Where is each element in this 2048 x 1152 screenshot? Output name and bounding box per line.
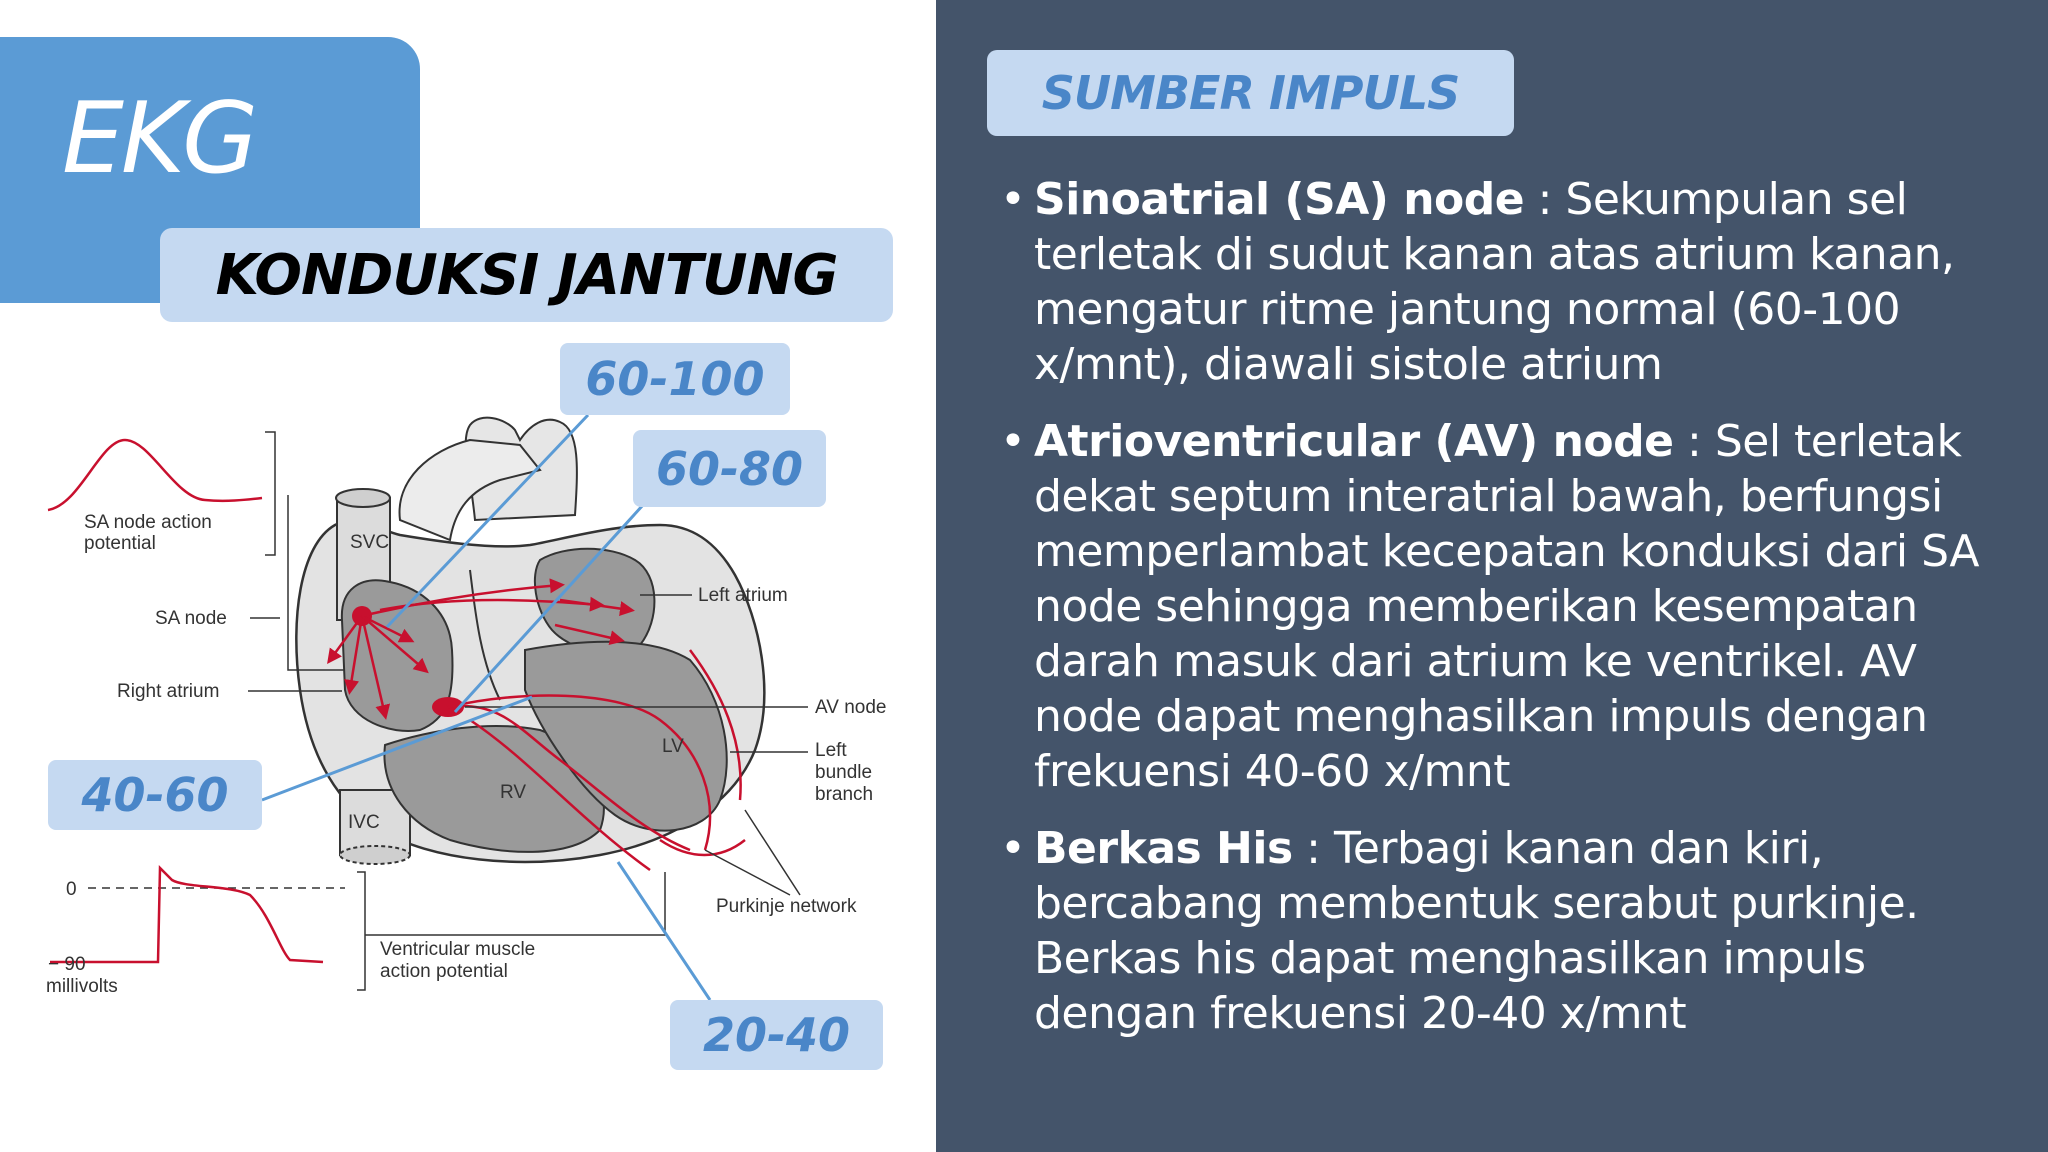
rate-box-atrial: 60-80 <box>633 430 826 507</box>
bullet-text: : Sel terletak dekat septum interatrial bawah, berfungsi memperlambat kecepatan konduksi dari SA node sehingga memberikan kesempatan darah masuk dari atrium ke ventrikel. AV node dapat menghasilkan impuls dengan frekuensi 40-60 x/mnt <box>1034 416 1979 797</box>
rate-box-sa-node: 60-100 <box>560 343 790 415</box>
bullet-dot-icon: • <box>1000 823 1026 874</box>
label-zero-mv: 0 <box>66 879 77 900</box>
label-left-bundle-1: Left <box>815 740 847 761</box>
sa-action-potential-curve <box>48 440 262 510</box>
label-right-atrium: Right atrium <box>117 681 220 702</box>
label-av-node: AV node <box>815 697 887 718</box>
label-svc: SVC <box>350 532 390 553</box>
label-lv: LV <box>662 736 684 757</box>
bullet-term: Berkas His <box>1034 823 1293 874</box>
rate-box-purkinje: 20-40 <box>670 1000 883 1070</box>
label-millivolts: millivolts <box>46 976 118 997</box>
label-minus-90: − 90 <box>48 954 86 975</box>
heart-conduction-diagram <box>0 0 936 1152</box>
label-ventricular-ap-2: action potential <box>380 961 508 982</box>
label-ventricular-ap-1: Ventricular muscle <box>380 939 536 960</box>
ventricular-action-potential-curve <box>50 868 323 962</box>
label-left-bundle-3: branch <box>815 784 874 805</box>
label-purkinje-network: Purkinje network <box>716 896 857 917</box>
section-title: SUMBER IMPULS <box>1041 66 1460 120</box>
label-left-bundle-2: bundle <box>815 762 873 783</box>
svc-opening <box>336 489 390 507</box>
label-sa-action-potential-1: SA node action <box>84 512 212 533</box>
bullet-text: : Sekumpulan sel terletak di sudut kanan atas atrium kanan, mengatur ritme jantung normal (60-100 x/mnt), diawali sistole atrium <box>1034 174 1955 390</box>
subtitle-text: KONDUKSI JANTUNG <box>215 242 838 308</box>
bullet-dot-icon: • <box>1000 174 1026 225</box>
rate-box-av-node: 40-60 <box>48 760 262 830</box>
bullet-term: Atrioventricular (AV) node <box>1034 416 1674 467</box>
bullet-text: : Terbagi kanan dan kiri, bercabang membentuk serabut purkinje. Berkas his dapat menghasilkan impuls dengan frekuensi 20-40 x/mnt <box>1034 823 1919 1039</box>
bullet-dot-icon: • <box>1000 416 1026 467</box>
section-banner <box>987 50 1514 136</box>
label-rv: RV <box>500 782 527 803</box>
bullet-item-berkas-his <box>1000 821 2000 1041</box>
bullet-list <box>1000 172 2000 1063</box>
ivc-opening <box>340 846 410 864</box>
slide-title: EKG <box>62 82 256 196</box>
bullet-item-sa-node <box>1000 172 2000 392</box>
label-left-atrium: Left atrium <box>698 585 788 606</box>
label-ivc: IVC <box>348 812 380 833</box>
bullet-term: Sinoatrial (SA) node <box>1034 174 1525 225</box>
label-sa-action-potential-2: potential <box>84 533 156 554</box>
sa-bracket <box>265 432 275 555</box>
bullet-item-av-node <box>1000 414 2000 799</box>
label-sa-node: SA node <box>155 608 227 629</box>
